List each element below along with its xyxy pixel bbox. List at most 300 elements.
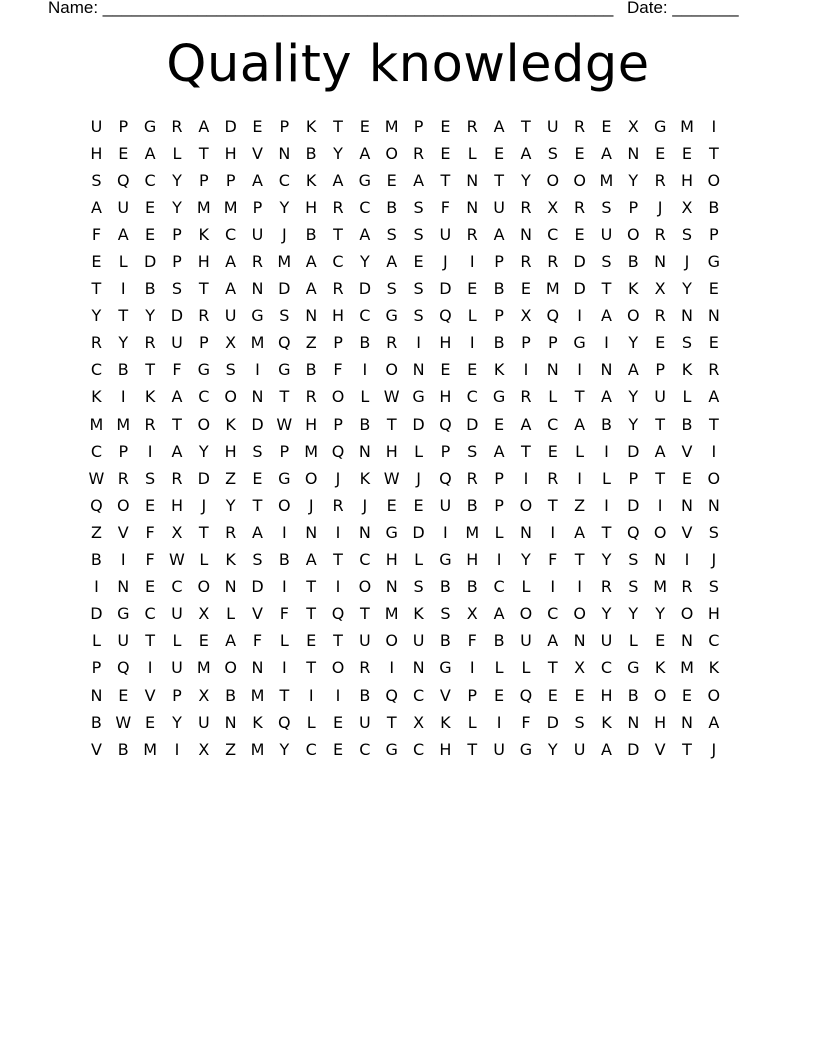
grid-letter[interactable]: L (172, 631, 182, 651)
grid-letter[interactable]: A (493, 224, 505, 244)
grid-letter[interactable]: N (412, 360, 425, 380)
grid-letter[interactable]: A (547, 631, 559, 651)
grid-letter[interactable]: A (252, 522, 263, 542)
grid-letter[interactable]: U (117, 197, 130, 217)
grid-letter[interactable]: N (519, 522, 532, 542)
grid-letter[interactable]: J (281, 224, 287, 244)
grid-letter[interactable]: R (574, 116, 586, 136)
grid-letter[interactable]: Q (278, 712, 291, 732)
grid-letter[interactable]: H (224, 143, 237, 163)
grid-letter[interactable]: O (197, 577, 211, 597)
grid-letter[interactable]: E (145, 712, 156, 732)
grid-letter[interactable]: C (547, 414, 559, 434)
grid-letter[interactable]: O (627, 306, 640, 326)
grid-letter[interactable]: A (708, 387, 720, 407)
grid-letter[interactable]: R (574, 197, 586, 217)
grid-letter[interactable]: A (225, 631, 237, 651)
grid-letter[interactable]: L (494, 522, 504, 542)
name-field[interactable]: Name: ______________________________________________________ (48, 0, 614, 17)
grid-letter[interactable]: S (628, 577, 639, 597)
grid-letter[interactable]: C (412, 739, 425, 759)
grid-letter[interactable]: A (654, 441, 666, 461)
grid-letter[interactable]: U (359, 631, 371, 651)
grid-letter[interactable]: N (627, 712, 640, 732)
grid-letter[interactable]: U (546, 116, 559, 136)
grid-letter[interactable]: D (278, 279, 291, 299)
grid-letter[interactable]: P (172, 252, 182, 272)
grid-letter[interactable]: H (439, 333, 452, 353)
grid-letter[interactable]: E (386, 495, 397, 515)
grid-letter[interactable]: B (386, 197, 398, 217)
grid-letter[interactable]: B (90, 712, 102, 732)
grid-letter[interactable]: N (251, 279, 264, 299)
grid-letter[interactable]: M (680, 658, 694, 678)
grid-letter[interactable]: A (574, 414, 586, 434)
grid-letter[interactable]: B (466, 577, 478, 597)
grid-letter[interactable]: L (467, 143, 477, 163)
grid-letter[interactable]: R (681, 577, 693, 597)
grid-letter[interactable]: T (333, 116, 343, 136)
grid-letter[interactable]: B (305, 360, 317, 380)
grid-letter[interactable]: Y (628, 170, 639, 190)
grid-letter[interactable]: V (90, 739, 102, 759)
grid-letter[interactable]: R (332, 197, 344, 217)
grid-letter[interactable]: C (547, 224, 559, 244)
grid-letter[interactable]: O (653, 685, 667, 705)
grid-letter[interactable]: C (359, 197, 371, 217)
grid-letter[interactable]: K (225, 550, 236, 570)
grid-letter[interactable]: M (545, 279, 560, 299)
grid-letter[interactable]: R (466, 224, 478, 244)
grid-letter[interactable]: Q (278, 333, 291, 353)
grid-letter[interactable]: M (304, 441, 319, 461)
grid-letter[interactable]: E (601, 116, 612, 136)
grid-letter[interactable]: I (657, 495, 663, 515)
grid-letter[interactable]: G (251, 306, 264, 326)
grid-letter[interactable]: R (547, 252, 559, 272)
grid-letter[interactable]: U (359, 712, 371, 732)
grid-letter[interactable]: A (413, 170, 425, 190)
grid-letter[interactable]: C (359, 306, 371, 326)
grid-letter[interactable]: B (681, 414, 693, 434)
grid-letter[interactable]: K (225, 414, 236, 434)
grid-letter[interactable]: A (493, 441, 505, 461)
grid-letter[interactable]: R (117, 468, 129, 488)
grid-letter[interactable]: N (466, 170, 479, 190)
grid-letter[interactable]: W (115, 712, 132, 732)
grid-letter[interactable]: I (416, 333, 421, 353)
grid-letter[interactable]: A (117, 224, 129, 244)
grid-letter[interactable]: L (628, 631, 638, 651)
grid-letter[interactable]: K (654, 658, 666, 678)
grid-letter[interactable]: L (467, 712, 477, 732)
grid-letter[interactable]: D (358, 279, 372, 299)
grid-letter[interactable]: N (707, 306, 720, 326)
grid-letter[interactable]: Y (628, 414, 639, 434)
grid-letter[interactable]: V (252, 604, 263, 624)
grid-letter[interactable]: N (278, 143, 291, 163)
grid-letter[interactable]: E (145, 224, 156, 244)
grid-letter[interactable]: Y (601, 604, 612, 624)
grid-letter[interactable]: Y (118, 333, 129, 353)
grid-letter[interactable]: H (197, 252, 210, 272)
grid-letter[interactable]: U (520, 631, 532, 651)
grid-letter[interactable]: O (304, 468, 318, 488)
grid-letter[interactable]: B (359, 414, 371, 434)
grid-letter[interactable]: S (413, 224, 424, 244)
grid-letter[interactable]: I (469, 252, 475, 272)
grid-letter[interactable]: N (90, 685, 103, 705)
grid-letter[interactable]: A (359, 143, 371, 163)
grid-letter[interactable]: C (332, 252, 344, 272)
grid-letter[interactable]: R (332, 279, 344, 299)
grid-letter[interactable]: L (467, 306, 477, 326)
grid-letter[interactable]: O (224, 658, 237, 678)
grid-letter[interactable]: U (117, 631, 130, 651)
grid-letter[interactable]: X (627, 116, 639, 136)
grid-letter[interactable]: N (305, 522, 318, 542)
grid-letter[interactable]: T (198, 143, 209, 163)
grid-letter[interactable]: G (707, 252, 721, 272)
grid-letter[interactable]: I (577, 360, 582, 380)
grid-letter[interactable]: P (279, 441, 290, 461)
grid-letter[interactable]: X (681, 197, 693, 217)
grid-letter[interactable]: R (654, 170, 666, 190)
grid-letter[interactable]: B (90, 550, 102, 570)
grid-letter[interactable]: T (494, 170, 504, 190)
grid-letter[interactable]: L (172, 143, 182, 163)
grid-letter[interactable]: B (627, 252, 639, 272)
grid-letter[interactable]: O (519, 495, 533, 515)
grid-letter[interactable]: P (547, 333, 558, 353)
grid-letter[interactable]: R (654, 224, 666, 244)
grid-letter[interactable]: E (440, 116, 451, 136)
grid-letter[interactable]: Y (359, 252, 370, 272)
grid-letter[interactable]: H (170, 495, 183, 515)
grid-letter[interactable]: B (493, 279, 505, 299)
grid-letter[interactable]: I (174, 739, 180, 759)
grid-letter[interactable]: E (574, 224, 585, 244)
grid-letter[interactable]: Y (628, 387, 639, 407)
grid-letter[interactable]: E (467, 279, 478, 299)
grid-letter[interactable]: L (199, 550, 209, 570)
grid-letter[interactable]: V (439, 685, 451, 705)
grid-letter[interactable]: T (279, 685, 290, 705)
grid-letter[interactable]: Y (521, 550, 531, 570)
grid-letter[interactable]: N (117, 577, 130, 597)
grid-letter[interactable]: K (144, 387, 156, 407)
grid-letter[interactable]: R (708, 360, 720, 380)
grid-letter[interactable]: K (91, 387, 102, 407)
grid-letter[interactable]: B (359, 685, 371, 705)
grid-letter[interactable]: H (90, 143, 103, 163)
grid-letter[interactable]: X (198, 739, 210, 759)
grid-letter[interactable]: D (627, 495, 640, 515)
grid-letter[interactable]: I (523, 360, 529, 380)
grid-letter[interactable]: R (251, 252, 264, 272)
grid-letter[interactable]: L (548, 387, 558, 407)
grid-letter[interactable]: G (439, 550, 452, 570)
grid-letter[interactable]: E (574, 143, 585, 163)
grid-letter[interactable]: N (358, 522, 371, 542)
grid-letter[interactable]: V (654, 739, 666, 759)
grid-letter[interactable]: T (172, 414, 182, 434)
grid-letter[interactable]: C (493, 577, 505, 597)
grid-letter[interactable]: Z (225, 739, 237, 759)
grid-letter[interactable]: Y (333, 143, 343, 163)
grid-letter[interactable]: I (362, 360, 368, 380)
grid-letter[interactable]: Y (279, 739, 290, 759)
grid-letter[interactable]: E (494, 685, 505, 705)
grid-letter[interactable]: D (546, 712, 559, 732)
grid-letter[interactable]: E (413, 252, 424, 272)
grid-letter[interactable]: T (118, 306, 129, 326)
grid-letter[interactable]: Y (682, 279, 692, 299)
grid-letter[interactable]: D (573, 279, 586, 299)
grid-letter[interactable]: R (144, 414, 156, 434)
grid-letter[interactable]: P (413, 116, 424, 136)
grid-letter[interactable]: O (653, 522, 667, 542)
grid-letter[interactable]: I (496, 550, 502, 570)
grid-letter[interactable]: J (657, 197, 663, 217)
grid-letter[interactable]: I (469, 658, 475, 678)
grid-letter[interactable]: A (386, 252, 398, 272)
grid-letter[interactable]: P (709, 224, 719, 244)
grid-letter[interactable]: R (144, 333, 156, 353)
grid-letter[interactable]: Y (521, 170, 531, 190)
grid-letter[interactable]: T (708, 143, 719, 163)
grid-letter[interactable]: N (681, 631, 693, 651)
grid-letter[interactable]: Y (172, 197, 182, 217)
grid-letter[interactable]: R (90, 333, 102, 353)
grid-letter[interactable]: M (196, 658, 211, 678)
grid-letter[interactable]: D (251, 577, 264, 597)
grid-letter[interactable]: H (385, 441, 398, 461)
grid-letter[interactable]: R (225, 522, 237, 542)
grid-letter[interactable]: O (358, 577, 372, 597)
grid-letter[interactable]: R (600, 577, 613, 597)
grid-letter[interactable]: O (707, 468, 721, 488)
grid-letter[interactable]: T (547, 658, 558, 678)
grid-letter[interactable]: T (547, 495, 558, 515)
grid-letter[interactable]: C (144, 604, 156, 624)
grid-letter[interactable]: M (89, 414, 104, 434)
grid-letter[interactable]: L (521, 577, 531, 597)
grid-letter[interactable]: G (519, 739, 533, 759)
grid-letter[interactable]: F (91, 224, 102, 244)
grid-letter[interactable]: L (118, 252, 128, 272)
grid-letter[interactable]: X (466, 604, 478, 624)
grid-letter[interactable]: C (225, 224, 237, 244)
grid-letter[interactable]: R (412, 143, 425, 163)
grid-letter[interactable]: C (198, 387, 210, 407)
grid-letter[interactable]: N (627, 143, 640, 163)
grid-letter[interactable]: I (147, 658, 153, 678)
grid-letter[interactable]: I (684, 550, 690, 570)
grid-letter[interactable]: S (601, 197, 612, 217)
grid-letter[interactable]: U (171, 658, 183, 678)
grid-letter[interactable]: A (520, 143, 532, 163)
grid-letter[interactable]: B (305, 224, 317, 244)
grid-letter[interactable]: B (439, 577, 451, 597)
grid-letter[interactable]: M (384, 604, 399, 624)
grid-letter[interactable]: I (389, 658, 395, 678)
grid-letter[interactable]: D (90, 604, 103, 624)
grid-letter[interactable]: P (494, 306, 504, 326)
grid-letter[interactable]: T (333, 224, 343, 244)
grid-letter[interactable]: H (332, 306, 345, 326)
grid-letter[interactable]: Q (439, 468, 452, 488)
grid-letter[interactable]: E (413, 495, 424, 515)
grid-letter[interactable]: P (172, 685, 182, 705)
grid-letter[interactable]: S (386, 279, 397, 299)
grid-letter[interactable]: Z (574, 495, 586, 515)
grid-letter[interactable]: Q (627, 522, 640, 542)
grid-letter[interactable]: A (252, 170, 263, 190)
grid-letter[interactable]: I (469, 333, 475, 353)
grid-letter[interactable]: N (251, 658, 264, 678)
grid-letter[interactable]: E (440, 143, 451, 163)
grid-letter[interactable]: I (255, 360, 260, 380)
grid-letter[interactable]: T (198, 279, 209, 299)
grid-letter[interactable]: F (521, 712, 531, 732)
grid-letter[interactable]: A (359, 224, 371, 244)
date-field[interactable]: Date: _______ (627, 0, 739, 17)
grid-letter[interactable]: R (332, 495, 344, 515)
grid-letter[interactable]: P (172, 224, 182, 244)
grid-letter[interactable]: T (386, 712, 397, 732)
grid-letter[interactable]: R (520, 387, 532, 407)
grid-letter[interactable]: L (521, 658, 531, 678)
grid-letter[interactable]: I (550, 577, 556, 597)
grid-letter[interactable]: G (278, 360, 291, 380)
grid-letter[interactable]: G (492, 387, 506, 407)
grid-letter[interactable]: X (574, 658, 586, 678)
grid-letter[interactable]: S (225, 360, 236, 380)
grid-letter[interactable]: F (333, 360, 343, 380)
grid-letter[interactable]: P (198, 333, 209, 353)
grid-letter[interactable]: S (681, 224, 693, 244)
grid-letter[interactable]: O (385, 143, 398, 163)
grid-letter[interactable]: I (443, 522, 448, 542)
grid-letter[interactable]: S (413, 197, 424, 217)
grid-letter[interactable]: I (711, 116, 717, 136)
grid-letter[interactable]: H (439, 739, 452, 759)
grid-letter[interactable]: G (143, 116, 157, 136)
grid-letter[interactable]: O (680, 604, 694, 624)
grid-letter[interactable]: Q (116, 658, 130, 678)
grid-letter[interactable]: O (573, 170, 586, 190)
grid-letter[interactable]: G (385, 306, 398, 326)
grid-letter[interactable]: S (413, 306, 424, 326)
grid-letter[interactable]: T (333, 550, 343, 570)
grid-letter[interactable]: M (384, 116, 399, 136)
grid-letter[interactable]: U (493, 739, 505, 759)
grid-letter[interactable]: T (306, 604, 317, 624)
grid-letter[interactable]: R (171, 468, 183, 488)
grid-letter[interactable]: G (412, 387, 425, 407)
grid-letter[interactable]: T (279, 387, 290, 407)
grid-letter[interactable]: B (278, 550, 290, 570)
grid-letter[interactable]: E (681, 468, 693, 488)
grid-letter[interactable]: C (90, 441, 102, 461)
grid-letter[interactable]: R (547, 468, 559, 488)
grid-letter[interactable]: C (144, 170, 156, 190)
grid-letter[interactable]: C (359, 550, 371, 570)
grid-letter[interactable]: N (681, 306, 693, 326)
grid-letter[interactable]: H (224, 441, 237, 461)
grid-letter[interactable]: L (360, 387, 370, 407)
grid-letter[interactable]: Y (198, 441, 209, 461)
grid-letter[interactable]: R (171, 116, 183, 136)
grid-letter[interactable]: D (412, 414, 425, 434)
grid-letter[interactable]: R (198, 306, 210, 326)
grid-letter[interactable]: E (547, 441, 558, 461)
grid-letter[interactable]: S (279, 306, 290, 326)
grid-letter[interactable]: Y (655, 604, 666, 624)
grid-letter[interactable]: P (91, 658, 102, 678)
grid-letter[interactable]: W (276, 414, 293, 434)
grid-letter[interactable]: H (305, 414, 318, 434)
grid-letter[interactable]: E (494, 414, 505, 434)
grid-letter[interactable]: F (145, 522, 155, 542)
grid-letter[interactable]: S (91, 170, 102, 190)
grid-letter[interactable]: O (224, 387, 237, 407)
grid-letter[interactable]: F (440, 197, 450, 217)
grid-letter[interactable]: H (654, 712, 667, 732)
grid-letter[interactable]: I (577, 577, 582, 597)
grid-letter[interactable]: E (440, 360, 451, 380)
grid-letter[interactable]: I (604, 333, 609, 353)
grid-letter[interactable]: U (493, 197, 505, 217)
grid-letter[interactable]: O (707, 170, 721, 190)
grid-letter[interactable]: P (440, 441, 451, 461)
grid-letter[interactable]: I (120, 279, 126, 299)
grid-letter[interactable]: W (169, 550, 185, 570)
grid-letter[interactable]: F (252, 631, 263, 651)
grid-letter[interactable]: V (681, 522, 693, 542)
grid-letter[interactable]: I (604, 495, 609, 515)
grid-letter[interactable]: P (494, 495, 504, 515)
grid-letter[interactable]: J (711, 739, 717, 759)
grid-letter[interactable]: T (198, 522, 209, 542)
grid-letter[interactable]: E (306, 631, 317, 651)
grid-letter[interactable]: M (250, 685, 265, 705)
grid-letter[interactable]: I (711, 441, 717, 461)
grid-letter[interactable]: E (145, 197, 156, 217)
grid-letter[interactable]: X (225, 333, 237, 353)
grid-letter[interactable]: U (600, 224, 613, 244)
grid-letter[interactable]: P (494, 468, 504, 488)
grid-letter[interactable]: A (225, 252, 237, 272)
grid-letter[interactable]: A (600, 387, 612, 407)
grid-letter[interactable]: Z (305, 333, 317, 353)
grid-letter[interactable]: Y (628, 604, 639, 624)
grid-letter[interactable]: F (548, 550, 558, 570)
grid-letter[interactable]: Y (601, 550, 612, 570)
grid-letter[interactable]: S (681, 333, 693, 353)
grid-letter[interactable]: V (144, 685, 156, 705)
grid-letter[interactable]: J (443, 252, 448, 272)
grid-letter[interactable]: H (439, 387, 452, 407)
grid-letter[interactable]: Y (145, 306, 155, 326)
grid-letter[interactable]: E (118, 685, 129, 705)
grid-letter[interactable]: E (252, 468, 263, 488)
grid-letter[interactable]: T (145, 360, 155, 380)
grid-letter[interactable]: P (118, 116, 129, 136)
grid-letter[interactable]: M (653, 577, 668, 597)
grid-letter[interactable]: B (117, 739, 129, 759)
